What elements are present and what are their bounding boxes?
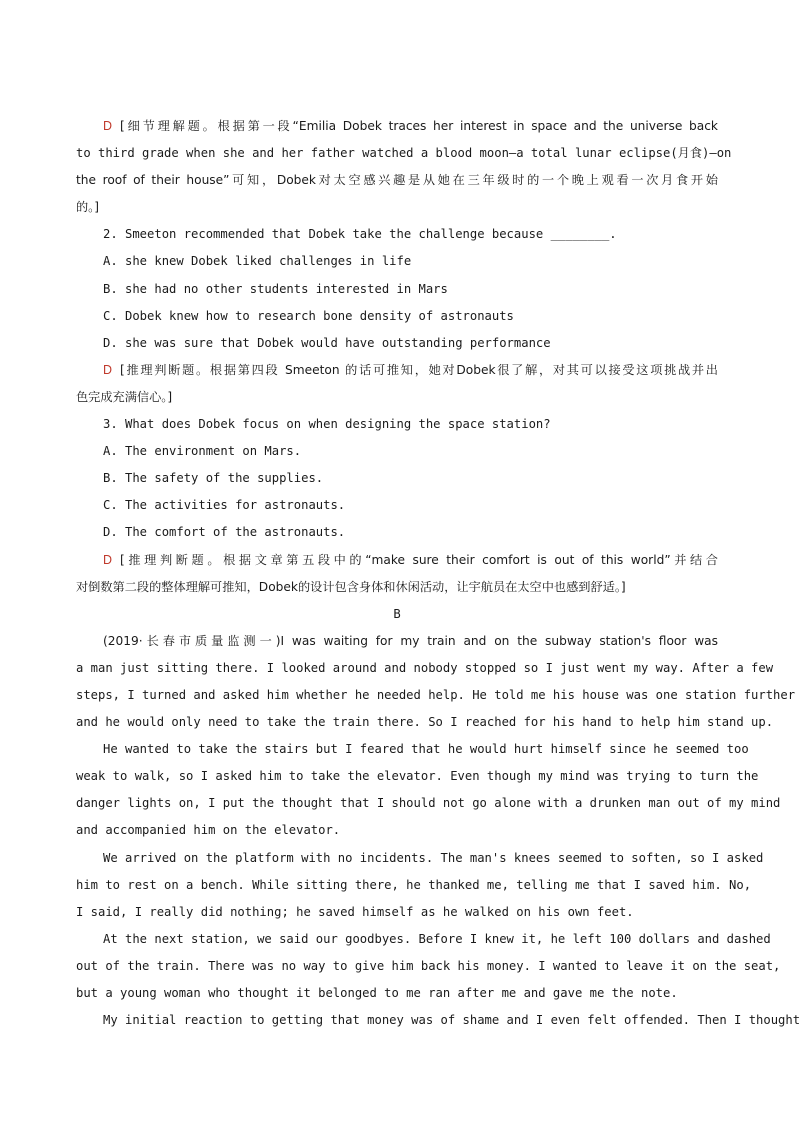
q3-option-d: D. The comfort of the astronauts. [103,525,346,540]
q1-explanation-line: D [细节理解题。根据第一段“Emilia Dobek traces her interest in space and the universe back [103,119,718,133]
q1-explanation-line: the roof of their house”可知，Dobek对太空感兴趣是从她在三年级时的一个晚上观看一次月食开始 [76,173,718,188]
passage-line: him to rest on a bench. While sitting there, he thanked me, telling me that I saved him. No, [76,877,752,892]
q1-explanation-line: 的。] [76,200,100,215]
passage-line: My initial reaction to getting that money was of shame and I even felt offended. Then I thought [103,1013,800,1028]
passage-line: a man just sitting there. I looked around and nobody stopped so I just went my way. After a few [76,660,774,675]
q2-explanation-line: 色完成充满信心。] [76,389,173,404]
passage-line: (2019·长春市质量监测一)I was waiting for my train and on the subway station's floor was [103,633,718,648]
q2-option-b: B. she had no other students interested in Mars [103,281,448,296]
q2-explanation-line: D [推理判断题。根据第四段 Smeeton 的话可推知，她对Dobek很了解，对其可以接受这项挑战并出 [103,362,718,377]
q1-explanation-line: to third grade when she and her father watched a blood moon—a total lunar eclipse(月食)—on [76,146,732,161]
q2-option-a: A. she knew Dobek liked challenges in life [103,254,412,269]
passage-line: We arrived on the platform with no incidents. The man's knees seemed to soften, so I asked [103,850,764,865]
passage-line: but a young woman who thought it belonged to me ran after me and gave me the note. [76,986,678,1000]
q2-option-c: C. Dobek knew how to research bone density of astronauts [103,308,514,323]
passage-line: steps, I turned and asked him whether he needed help. He told me his house was one station further [76,687,796,702]
section-heading: B [393,606,401,621]
q3-explanation-line: 对倒数第二段的整体理解可推知，Dobek的设计包含身体和休闲活动，让宇航员在太空中也感到舒适。] [76,579,626,594]
passage-line: weak to walk, so I asked him to take the elevator. Even though my mind was trying to turn the [76,769,759,784]
q3-option-b: B. The safety of the supplies. [103,471,324,486]
passage-line: out of the train. There was no way to give him back his money. I wanted to leave it on the seat, [76,958,781,973]
q3-stem: 3. What does Dobek focus on when designing the space station? [103,417,551,432]
passage-line: At the next station, we said our goodbyes. Before I knew it, he left 100 dollars and dashed [103,931,771,946]
passage-line: and accompanied him on the elevator. [76,823,341,838]
q2-option-d: D. she was sure that Dobek would have outstanding performance [103,335,551,350]
q2-answer: D [103,362,113,377]
q3-option-a: A. The environment on Mars. [103,444,302,459]
passage-line: I said, I really did nothing; he saved himself as he walked on his own feet. [76,904,634,919]
passage-line: He wanted to take the stairs but I feared that he would hurt himself since he seemed too [103,742,749,757]
q3-answer: D [103,552,113,567]
q2-stem: 2. Smeeton recommended that Dobek take the challenge because ________. [103,227,617,242]
passage-line: and he would only need to take the train there. So I reached for his hand to help him stand up. [76,715,774,730]
passage-line: danger lights on, I put the thought that I should not go alone with a drunken man out of my mind [76,796,781,811]
q3-explanation-line: D [推理判断题。根据文章第五段中的“make sure their comfort is out of this world”并结合 [103,552,718,567]
q1-answer: D [103,119,113,133]
q3-option-c: C. The activities for astronauts. [103,498,346,513]
